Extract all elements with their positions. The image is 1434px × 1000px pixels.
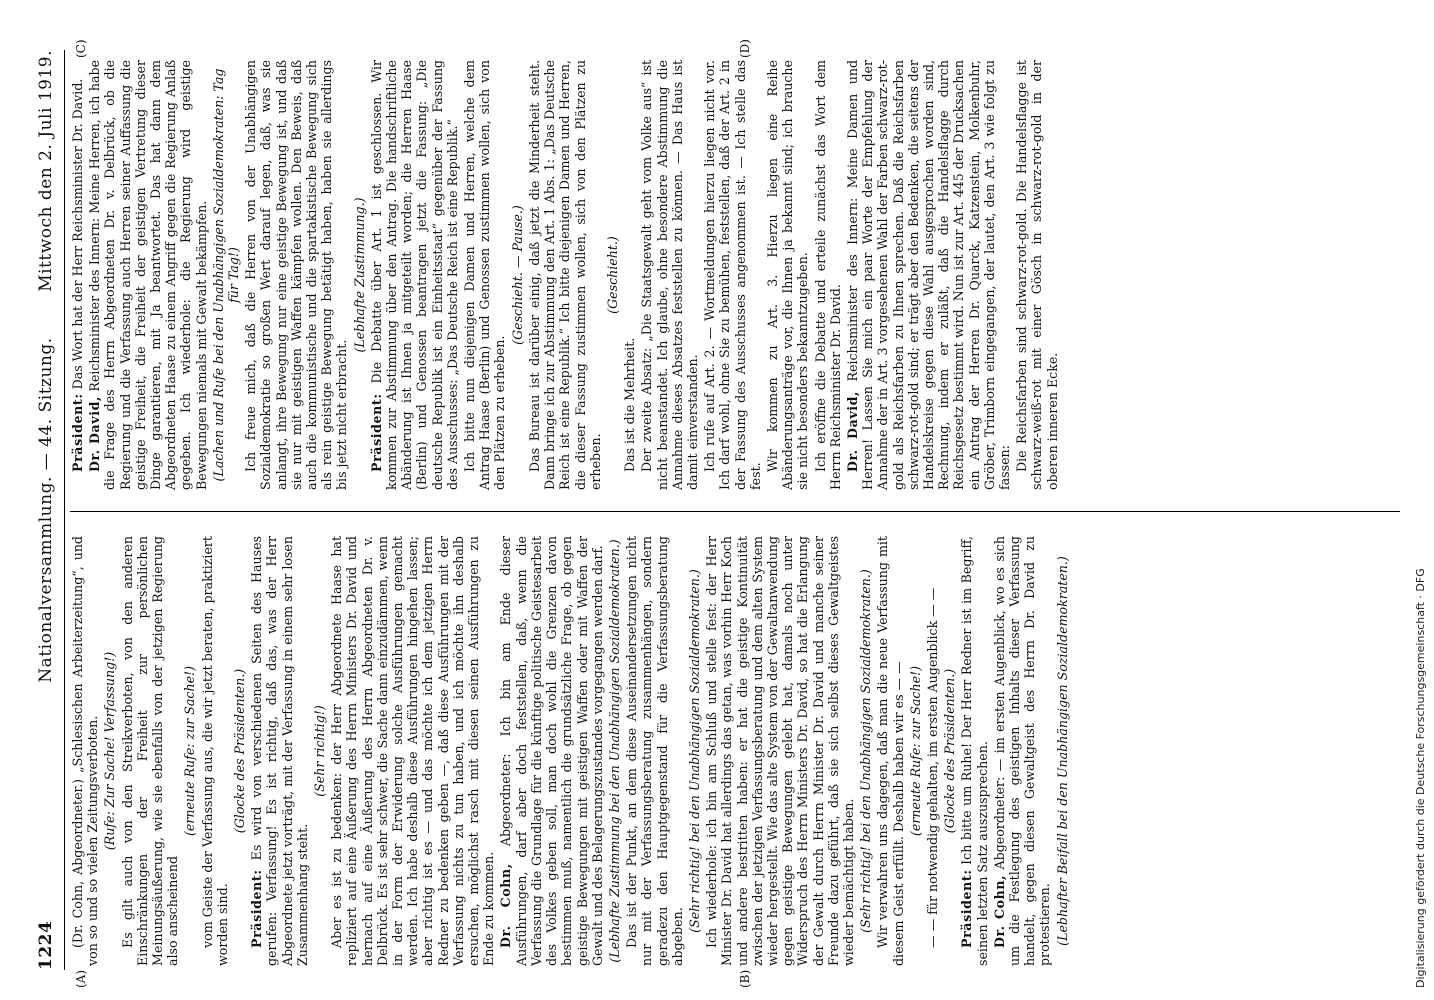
paragraph: vom Geiste der Verfassung aus, die wir jetzt beraten, praktiziert worden sind. (199, 536, 230, 966)
speech-text: Die Debatte über Art. 1 ist geschlossen. Wir kommen zur Abstimmung über den Antrag. Die handschriftliche Abänderung ist Ihnen ja mitgeteilt worden; die Herren Haase (Berlin) und Genossen beantragen jetzt die Fassung: „Die deutsche Republik ist ein Einheitsstaat“ gegenüber der Fassung des Ausschusses: „Das Deutsche Reich ist eine Republik.“ (368, 60, 460, 490)
session-title: Nationalversammlung. — 44. Sitzung. (36, 337, 56, 683)
paragraph: Das Bureau ist darüber einig, daß jetzt die Minderheit steht. Dann bringe ich zur Abstimmung den Art. 1 Abs. 1: „Das Deutsche Reich ist eine Republik.“ Ich bitte diejenigen Damen und Herren, die dieser Fassung zustimmen wollen, sich von den Plätzen zu erheben. (526, 60, 603, 490)
paragraph: Aber es ist zu bedenken: der Herr Abgeordnete Haase hat repliziert auf eine Äußerung des Herrn Ministers Dr. David und hernach auf eine Äußerung des Herrn Abgeordneten Dr. v. Delbrück. Es ist sehr schwer, die Sache dann einzudämmen, wenn in der Form der Erwiderung solche Ausführungen gemacht werden. Ich habe deshalb diese Ausführungen hingehen lassen; aber richtig ist es — und das möchte ich dem jetzigen Herrn Redner zu bedenken geben —, daß diese Ausführungen mit der Verfassung nichts zu tun haben, und ich möchte ihn deshalb ersuchen, möglichst rasch mit diesen seinen Ausführungen zu Ende zu kommen. (329, 536, 497, 966)
margin-mark-c: (C) (74, 39, 88, 58)
speech-paragraph (992, 536, 1053, 966)
speech-text: Reichsminister des Innern: Meine Herren, ich habe die Frage des Herrn Abgeordneten Dr. v. Delbrück, ob die Regierung und die Verfassung auch Herren seiner Auffassung die geistige Freiheit, die Freiheit der geistigen Vertretung dieser Dinge garantieren, mit Ja beantwortet. Das hat dann dem Abgeordneten Haase zu einem Angriff gegen die Regierung Anlaß gegeben. Ich wiederhole: die Regierung wird geistige Bewegungen niemals mit Gewalt bekämpfen. (87, 60, 209, 490)
margin-mark-b: (B) (738, 969, 752, 988)
stage-direction: (Glocke des Präsidenten.) (232, 668, 248, 834)
paragraph: Ich eröffne die Debatte und erteile zunächst das Wort dem Herrn Reichsminister Dr. David. (812, 60, 843, 490)
margin-mark-d: (D) (738, 39, 752, 58)
page-header (30, 50, 65, 970)
speech-paragraph (959, 536, 989, 966)
paragraph: Ich rufe auf Art. 2. — Wortmeldungen hierzu liegen nicht vor. Ich darf wohl, ohne Sie zu bemühen, feststellen, daß der Art. 2 in der Fassung des Ausschusses angenommen ist. — Ich stelle das fest. (702, 60, 763, 490)
stage-direction: (Lebhafte Zustimmung bei den Unabhängigen Sozialdemokraten.) (606, 539, 622, 963)
stage-direction: (Geschieht. — Pause.) (509, 205, 525, 345)
speaker-name: Dr. Cohn, (991, 874, 1007, 948)
paragraph: Das ist der Punkt, an dem diese Auseinandersetzungen nicht nur mit der Verfassungsberatung zusammenhängen, sondern geradezu den Hauptgegenstand für die Verfassungsberatung abgeben. (624, 536, 685, 966)
paragraph: Ich wiederhole: ich bin am Schluß und stelle fest: der Herr Minister Dr. David hat allerdings das getan, was vorhin Herr Koch und andere bestritten haben: er hat die geistige Kontinuität zwischen der jetzigen Verfassungsberatung und dem alten System wieder hergestellt. Wie das alte System von der Gewaltanwendung gegen geistige Bewegungen gelebt hat, damals noch unter Widerspruch des Herrn Ministers Dr. David, so hat die Erlangung der Gewalt durch Herrn Minister Dr. David und manche seiner Freunde dazu geführt, daß sie sich selbst dieses Gewaltgeistes wieder bemächtigt haben. (704, 536, 856, 966)
session-date: Mittwoch den 2. Juli 1919. (36, 50, 56, 292)
stage-direction: (Sehr richtig! bei den Unabhängigen Sozialdemokraten.) (686, 569, 702, 933)
page-number: 1224 (36, 920, 56, 970)
speaker-name: Präsident: (70, 393, 85, 472)
document-page (18, 30, 1418, 990)
speech-text: Abgeordneter: Ich bin am Ende dieser Ausführungen, darf aber doch feststellen, daß, wenn die Verfassung die Grundlage für die künftige politische Geistesarbeit des Volkes geben soll, man doch wohl die Grenzen davon bestimmen muß, namentlich die grundsätzliche Frage, ob gegen geistige Bewegungen mit geistigen Waffen oder mit Waffen der Gewalt und des Belagerungszustandes vorgegangen werden darf. (498, 536, 605, 966)
speaker-name: Präsident: (249, 869, 265, 948)
speaker-name: Dr. David, (844, 390, 860, 472)
margin-mark-a: (A) (74, 969, 88, 988)
speech-paragraph (498, 536, 604, 966)
speaker-name: Präsident: (368, 393, 384, 472)
paragraph: Wir kommen zu Art. 3. Hierzu liegen eine Reihe Abänderungsanträge vor, die Ihnen ja bekannt sind; ich brauche sie nicht besonders bekanntzugeben. (764, 60, 811, 490)
speaker-name: Dr. David, (87, 396, 103, 472)
paragraph: Es gilt auch von den Streikverboten, von den anderen Einschränkungen der Freiheit zur persönlichen Meinungsäußerung, wie sie ebenfalls von der jetzigen Regierung also anscheinend (119, 536, 181, 966)
stage-direction: (Sehr richtig! bei den Unabhängigen Sozialdemokraten.) (858, 569, 874, 933)
stage-direction: (erneute Rufe: zur Sache!) (182, 665, 198, 837)
speech-paragraph (249, 536, 310, 966)
speech-paragraph (845, 60, 1012, 490)
left-column (70, 536, 1072, 966)
paragraph: Das ist die Mehrheit. (622, 337, 638, 472)
speech-text: Ich bitte um Ruhe! Der Herr Redner ist im Begriff, seinen letzten Satz auszusprechen. (959, 536, 990, 966)
side-note (1396, 8, 1427, 988)
speech-text: Reichsminister des Innern: Meine Damen und Herren! Lassen Sie mich ein paar Worte der Empfehlung der Annahme der in Art. 3 vorgesehenen Wahl der Farben schwarz-rot-gold als Reichsfarben zu Ihnen sprechen. Daß die Reichsfarben schwarz-rot-gold sind; er trägt aber den Bedenken, die seitens der Handelskreise gegen diese Wahl ausgesprochen worden sind, Rechnung, indem er zuläßt, daß die Handelsflagge durch Reichsgesetz bestimmt wird. Nun ist zur Art. 445 der Drucksachen ein Antrag der Herren Dr. Quarck, Katzenstein, Molkenbuhr, Gröber, Trimborn eingegangen, der lautet, den Art. 3 wie folgt zu fassen: (844, 60, 1012, 490)
paragraph: Ich bitte nun diejenigen Damen und Herren, welche dem Antrag Haase (Berlin) und Genossen zustimmen wollen, sich von den Plätzen zu erheben. (462, 60, 508, 490)
stage-direction: (Glocke des Präsidenten.) (942, 668, 958, 834)
column-divider (70, 511, 1400, 512)
speech-text: Es wird von verschiedenen Seiten des Hauses gerufen: Verfassung! Es ist richtig, daß das, was der Herr Abgeordnete jetzt vorträgt, mit der Verfassung in einem sehr losen Zusammenhang steht. (249, 536, 310, 966)
stage-direction: (Lachen und Rufe bei den Unabhängigen Sozialdemokraten: Tag für Tag!) (210, 68, 242, 482)
speaker-name: Präsident: (959, 869, 975, 948)
stage-direction: (Sehr richtig!) (312, 705, 328, 797)
speech-paragraph (70, 60, 85, 490)
speech-paragraph (369, 60, 460, 490)
right-column (70, 60, 1062, 490)
paragraph: Der zweite Absatz: „Die Staatsgewalt geht vom Volke aus“ ist nicht beanstandet. Ich glaube, ohne besondere Abstimmung die Annahme dieses Absatzes feststellen zu können. — Das Haus ist damit einverstanden. (639, 60, 700, 490)
speech-text: Das Wort hat der Herr Reichsminister Dr. David. (70, 78, 85, 390)
paragraph: Wir verwahren uns dagegen, daß man die neue Verfassung mit diesem Geist erfüllt. Deshalb haben wir es — — (875, 536, 906, 966)
speech-text: Abgeordneter: — im ersten Augenblick, wo es sich um die Festlegung des geistigen Inhalts dieser Verfassung handelt, gegen diesen Gewaltgeist des Herrn Dr. David zu protestieren. (991, 536, 1053, 966)
stage-direction: (Lebhafte Zustimmung.) (351, 197, 367, 353)
stage-direction: (Geschieht.) (604, 236, 620, 314)
paragraph: Die Reichsfarben sind schwarz-rot-gold. Die Handelsflagge ist schwarz-weiß-rot mit einer Gösch in schwarz-rot-gold in der oberen inneren Ecke. (1014, 60, 1060, 490)
stage-direction: (Lebhafter Beifall bei den Unabhängigen Sozialdemokraten.) (1054, 556, 1070, 946)
paragraph: (Dr. Cohn, Abgeordneter.) „Schlesischen Arbeiterzeitung“, und von so und so vielen Zeitungsverboten. (70, 536, 101, 966)
paragraph: — — für notwendig gehalten, im ersten Augenblick — — (924, 587, 940, 948)
stage-direction: (Rufe: Zur Sache! Verfassung!) (102, 651, 118, 851)
paragraph: Ich freue mich, daß die Herren von der Unabhängigen Sozialdemokratie so großen Wert darauf legen, daß, was sie anlangt, ihre Bewegung nur eine geistige Bewegung ist, und daß sie nur mit geistigen Waffen kämpfen wollen. Den Beweis, daß auch die kommunistische und die spartakistische Bewegung sich als rein geistige Bewegung betätigt haben, haben sie allerdings bis jetzt nicht erbracht. (243, 60, 350, 490)
side-note-text: Digitalisierung gefördert durch die Deutsche Forschungsgemeinschaft · DFG (1414, 568, 1427, 988)
stage-direction: (erneute Rufe: zur Sache!) (907, 665, 923, 837)
speaker-name: Dr. Cohn, (498, 863, 514, 948)
speech-paragraph (87, 60, 209, 490)
